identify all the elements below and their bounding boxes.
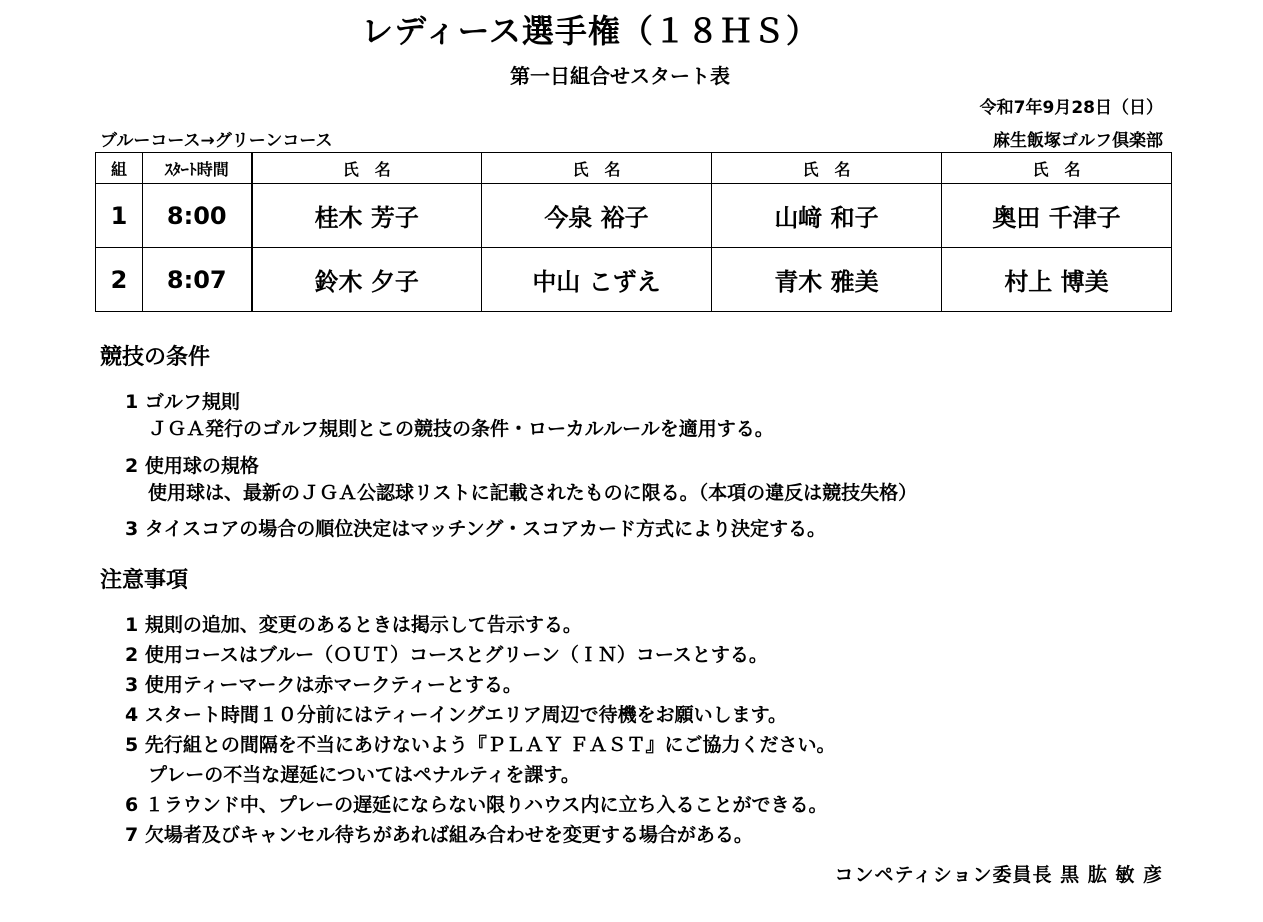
page-title: レディース選手権（１８ＨＳ） (361, 12, 819, 50)
note-item-5-continuation: プレーの不当な遅延についてはペナルティを課す。 (148, 764, 580, 786)
table-row (96, 184, 1172, 248)
note-item-3 (125, 670, 522, 697)
player-name: 村上 博美 (942, 248, 1172, 312)
player-name: 桂木 芳子 (252, 184, 482, 248)
player-name: 山﨑 和子 (712, 184, 942, 248)
note-item-5 (125, 730, 835, 757)
item-text: 規則の追加、変更のあるときは掲示して告示する。 (144, 614, 582, 636)
note-item-4 (125, 700, 787, 727)
item-number: 1 (125, 614, 139, 636)
item-number: 4 (125, 704, 139, 726)
item-text: 先行組との間隔を不当にあけないよう『ＰＬＡＹ ＦＡＳＴ』にご協力ください。 (144, 734, 836, 756)
item-text: 使用ティーマークは赤マークティーとする。 (144, 674, 522, 696)
table-header-row (96, 153, 1172, 184)
note-item-6 (125, 790, 828, 817)
header-group: 組 (96, 153, 143, 184)
item-text: 欠場者及びキャンセル待ちがあれば組み合わせを変更する場合がある。 (144, 824, 753, 846)
item-number: 2 (125, 455, 139, 477)
conditions-heading: 競技の条件 (100, 345, 211, 370)
item-number: 2 (125, 644, 139, 666)
player-name: 奥田 千津子 (942, 184, 1172, 248)
player-name: 青木 雅美 (712, 248, 942, 312)
committee-signature: コンペティション委員長 黒 肱 敏 彦 (834, 864, 1163, 886)
header-start-time: ｽﾀｰﾄ時間 (143, 153, 252, 184)
item-number: 5 (125, 734, 139, 756)
course-route: ブルーコース→グリーンコース (100, 131, 333, 151)
condition-item-3 (125, 514, 826, 541)
event-date: 令和7年9月28日（日） (979, 98, 1163, 118)
item-text: 使用コースはブルー（ＯＵＴ）コースとグリーン（ＩＮ）コースとする。 (144, 644, 768, 666)
condition-item-1 (125, 387, 240, 414)
club-name: 麻生飯塚ゴルフ倶楽部 (993, 131, 1163, 151)
header-name: 氏 名 (712, 153, 942, 184)
item-number: 6 (125, 794, 139, 816)
item-title: ゴルフ規則 (144, 391, 240, 413)
item-number: 3 (125, 518, 139, 540)
player-name: 鈴木 夕子 (252, 248, 482, 312)
player-name: 今泉 裕子 (482, 184, 712, 248)
condition-item-1-detail: ＪＧＡ発行のゴルフ規則とこの競技の条件・ローカルルールを適用する。 (148, 418, 774, 440)
condition-item-2 (125, 451, 259, 478)
note-item-7 (125, 820, 753, 847)
notes-heading: 注意事項 (100, 568, 189, 593)
condition-item-2-detail: 使用球は、最新のＪＧＡ公認球リストに記載されたものに限る。（本項の違反は競技失格） (148, 482, 918, 504)
table-row (96, 248, 1172, 312)
item-title: 使用球の規格 (144, 455, 259, 477)
note-item-2 (125, 640, 768, 667)
item-text: スタート時間１０分前にはティーイングエリア周辺で待機をお願いします。 (144, 704, 788, 726)
item-number: 3 (125, 674, 139, 696)
item-number: 7 (125, 824, 139, 846)
header-name: 氏 名 (482, 153, 712, 184)
note-item-1 (125, 610, 582, 637)
item-number: 1 (125, 391, 139, 413)
group-number: 2 (96, 248, 143, 312)
header-name: 氏 名 (252, 153, 482, 184)
start-time: 8:00 (143, 184, 252, 248)
page-subtitle: 第一日組合せスタート表 (510, 64, 730, 88)
player-name: 中山 こずえ (482, 248, 712, 312)
header-name: 氏 名 (942, 153, 1172, 184)
group-number: 1 (96, 184, 143, 248)
item-title: タイスコアの場合の順位決定はマッチング・スコアカード方式により決定する。 (144, 518, 827, 540)
start-table (95, 152, 1172, 312)
start-time: 8:07 (143, 248, 252, 312)
item-text: １ラウンド中、プレーの遅延にならない限りハウス内に立ち入ることができる。 (144, 794, 828, 816)
